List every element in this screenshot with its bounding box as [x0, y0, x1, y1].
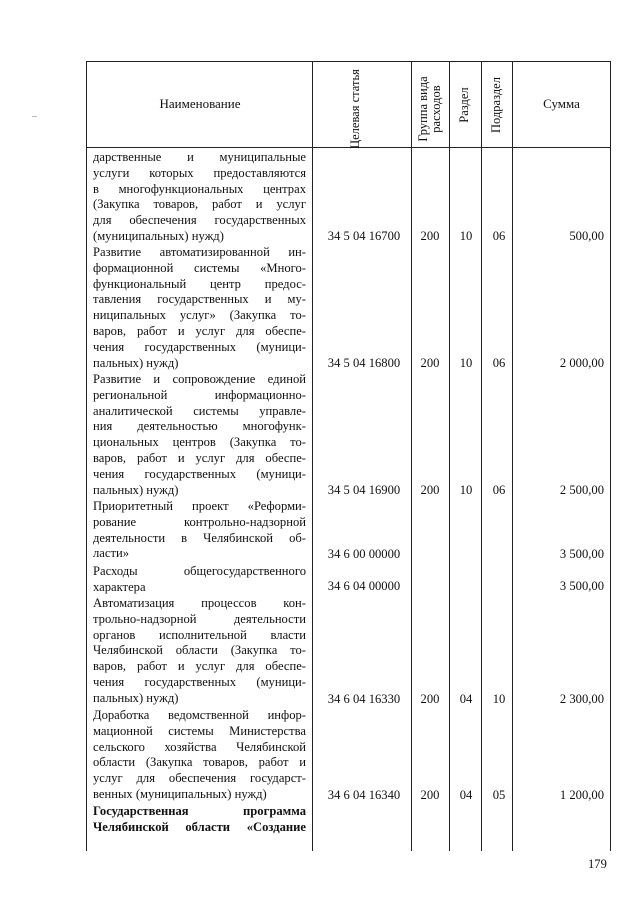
- row-5-line: Автоматизация процессов кон-: [93, 596, 306, 610]
- row-1-line: чения государственных (муници-: [93, 339, 306, 354]
- row-0-line: услуги которых предоставляются: [93, 165, 306, 180]
- row-5-section: 04: [459, 692, 473, 706]
- row-0-name: [93, 150, 306, 245]
- row-4-code: 34 6 04 00000: [327, 579, 401, 593]
- row-1-line: ниципальных услуг» (Закупка то-: [93, 308, 306, 323]
- row-1-line: тавления государственных и му-: [93, 292, 306, 307]
- row-0-code: 34 5 04 16700: [327, 229, 401, 243]
- row-6-line: области (Закупка товаров, работ и: [93, 755, 306, 770]
- margin-mark: [32, 116, 37, 117]
- row-5-line: чения государственных (муници-: [93, 674, 306, 689]
- row-3-line: деятельности в Челябинской об-: [93, 530, 306, 545]
- row-6-group: 200: [420, 788, 440, 802]
- row-4-name: [93, 564, 306, 596]
- row-5-sum: 2 300,00: [559, 692, 604, 706]
- header-target-text: Целевая статья: [348, 69, 362, 149]
- row-1-sum: 2 000,00: [559, 356, 604, 370]
- row-2-line: аналитической системы управле-: [93, 403, 306, 418]
- header-section: [458, 75, 472, 135]
- col-border-right: [610, 61, 611, 851]
- row-4-line: характера: [93, 579, 146, 594]
- row-1-group: 200: [420, 356, 440, 370]
- row-6-line: услуг для обеспечения государст-: [93, 771, 306, 786]
- col-border-name: [312, 61, 313, 851]
- row-0-subsection: 06: [492, 229, 506, 243]
- row-3-line: рование контрольно-надзорной: [93, 514, 306, 529]
- header-subsection-text: Подраздел: [489, 77, 503, 133]
- row-2-line: варов, работ и услуг для обеспе-: [93, 450, 306, 465]
- row-3-name: [93, 499, 306, 562]
- row-0-group: 200: [420, 229, 440, 243]
- row-0-line: дарственные и муниципальные: [93, 150, 306, 164]
- page-number: 179: [588, 857, 607, 871]
- row-2-line: чения государственных (муници-: [93, 466, 306, 481]
- row-2-group: 200: [420, 483, 440, 497]
- row-2-subsection: 06: [492, 483, 506, 497]
- row-0-line: (муниципальных) нужд): [93, 228, 224, 243]
- row-1-name: [93, 245, 306, 371]
- row-1-section: 10: [459, 356, 473, 370]
- row-7-name: [93, 804, 306, 836]
- row-6-line: сельского хозяйства Челябинской: [93, 739, 306, 754]
- row-0-line: (Закупка товаров, работ и услуг: [93, 197, 306, 212]
- header-group-text: Группа вида расходов: [416, 76, 443, 142]
- row-6-line: мационной системы Министерства: [93, 723, 306, 738]
- header-target: [349, 60, 375, 158]
- row-1-line: формационной системы «Много-: [93, 260, 306, 275]
- row-3-sum: 3 500,00: [559, 547, 604, 561]
- row-5-line: варов, работ и услуг для обеспе-: [93, 659, 306, 674]
- row-0-sum: 500,00: [569, 229, 604, 243]
- row-5-group: 200: [420, 692, 440, 706]
- row-3-code: 34 6 00 00000: [327, 547, 401, 561]
- col-border-group: [449, 61, 450, 851]
- row-5-code: 34 6 04 16330: [327, 692, 401, 706]
- row-0-section: 10: [459, 229, 473, 243]
- row-2-section: 10: [459, 483, 473, 497]
- header-subsection: [490, 70, 504, 140]
- row-6-sum: 1 200,00: [559, 788, 604, 802]
- header-section-text: Раздел: [457, 87, 471, 123]
- row-0-line: для обеспечения государственных: [93, 213, 306, 228]
- row-6-name: [93, 708, 306, 803]
- row-7-line: Челябинской области «Создание: [93, 819, 306, 834]
- row-1-line: варов, работ и услуг для обеспе-: [93, 323, 306, 338]
- row-6-section: 04: [459, 788, 473, 802]
- row-7-line: Государственная программа: [93, 804, 306, 818]
- header-name: Наименование: [159, 96, 241, 111]
- row-6-line: венных (муниципальных) нужд): [93, 786, 267, 801]
- col-border-left: [86, 61, 87, 851]
- row-2-name: [93, 372, 306, 498]
- col-border-section: [481, 61, 482, 851]
- row-5-line: органов исполнительной власти: [93, 627, 306, 642]
- row-1-subsection: 06: [492, 356, 506, 370]
- row-1-line: функциональный центр предос-: [93, 276, 306, 291]
- row-3-line: Приоритетный проект «Реформи-: [93, 499, 306, 513]
- row-5-name: [93, 596, 306, 707]
- row-5-line: Челябинской области (Закупка то-: [93, 643, 306, 658]
- row-6-subsection: 05: [492, 788, 506, 802]
- row-2-line: циональных центров (Закупка то-: [93, 435, 306, 450]
- header-group: [417, 69, 443, 149]
- header-sum: Сумма: [543, 96, 580, 111]
- row-1-line: Развитие автоматизированной ин-: [93, 245, 306, 259]
- row-6-code: 34 6 04 16340: [327, 788, 401, 802]
- row-6-line: Доработка ведомственной инфор-: [93, 708, 306, 722]
- row-2-code: 34 5 04 16900: [327, 483, 401, 497]
- row-0-line: в многофункциональных центрах: [93, 181, 306, 196]
- row-4-sum: 3 500,00: [559, 579, 604, 593]
- col-border-subsection: [512, 61, 513, 851]
- row-2-line: Развитие и сопровождение единой: [93, 372, 306, 386]
- row-3-line: ласти»: [93, 546, 130, 561]
- row-1-line: пальных) нужд): [93, 355, 179, 370]
- row-2-line: ния деятельностью многофунк-: [93, 419, 306, 434]
- row-2-sum: 2 500,00: [559, 483, 604, 497]
- row-1-code: 34 5 04 16800: [327, 356, 401, 370]
- row-5-subsection: 10: [492, 692, 506, 706]
- row-2-line: региональной информационно-: [93, 387, 306, 402]
- row-5-line: пальных) нужд): [93, 690, 179, 705]
- row-2-line: пальных) нужд): [93, 482, 179, 497]
- row-5-line: трольно-надзорной деятельности: [93, 611, 306, 626]
- row-4-line: Расходы общегосударственного: [93, 564, 306, 578]
- col-border-target: [411, 61, 412, 851]
